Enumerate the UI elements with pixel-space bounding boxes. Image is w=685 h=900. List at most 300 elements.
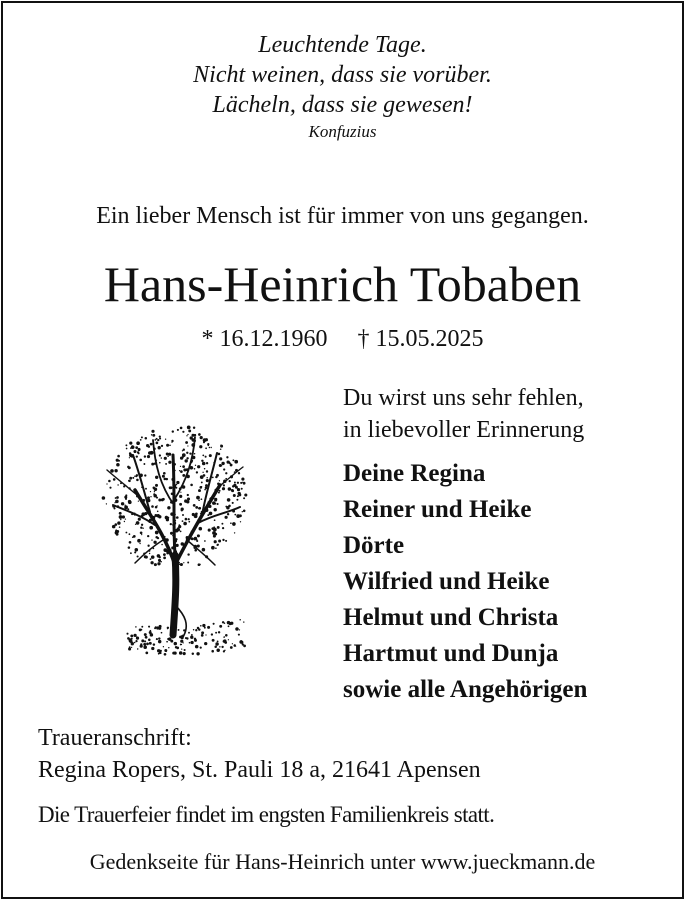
tree-leaf [182, 474, 185, 477]
tree-ground-speck [148, 626, 150, 628]
tree-leaf [196, 496, 200, 500]
tree-ground-speck [130, 634, 133, 637]
tree-leaf [131, 445, 135, 449]
mourners-list [343, 456, 587, 708]
tree-leaf [194, 468, 196, 470]
tree-leaf [135, 548, 139, 552]
quote-author: Konfuzius [308, 122, 377, 141]
tree-leaf [150, 561, 153, 564]
tree-leaf [129, 477, 132, 480]
tree-ground-speck [183, 642, 184, 643]
tree-leaf [169, 444, 171, 446]
tree-leaf [207, 443, 209, 445]
tree-leaf [164, 457, 167, 460]
tree-ground-speck [225, 634, 228, 637]
tree-leaf [213, 528, 217, 532]
tree-leaf [125, 494, 127, 496]
tree-leaf [154, 563, 157, 566]
tree-ground-speck [197, 627, 200, 630]
tree-leaf [188, 521, 190, 523]
tree-leaf [149, 553, 150, 554]
tree-leaf [228, 487, 232, 491]
tree-leaf [206, 462, 208, 464]
tree-leaf [202, 454, 204, 456]
tree-leaf [235, 486, 238, 489]
tree-ground-speck [151, 647, 154, 650]
tree-leaf [214, 519, 216, 521]
tree-leaf [183, 522, 187, 526]
tree-leaf [205, 456, 207, 458]
tree-leaf [204, 540, 206, 542]
tree-ground-speck [239, 619, 241, 621]
tree-ground-speck [129, 640, 132, 643]
tree-leaf [178, 525, 181, 528]
tree-ground-speck [168, 647, 169, 648]
tree-leaf [128, 500, 132, 504]
tree-leaf [198, 499, 200, 501]
quote-line: Leuchtende Tage. [258, 32, 427, 58]
mourner-name: Dörte [343, 532, 405, 559]
tree-leaf [155, 531, 159, 535]
tree-leaf [140, 527, 142, 529]
tree-leaf [198, 563, 201, 566]
tree-leaf [117, 484, 118, 485]
tree-leaf [240, 482, 242, 484]
tree-leaf [159, 437, 161, 439]
tree-ground-speck [150, 633, 153, 636]
death-date: † 15.05.2025 [357, 326, 484, 352]
tree-leaf [229, 480, 231, 482]
tree-ground-speck [221, 646, 223, 648]
tree-ground-speck [216, 649, 219, 652]
tree-leaf [182, 514, 184, 516]
tree-ground-speck [134, 642, 136, 644]
tree-leaf [151, 505, 154, 508]
tree-leaf [137, 539, 141, 543]
tree-leaf [201, 481, 203, 483]
tree-leaf [144, 474, 146, 476]
tree-leaf [197, 534, 200, 537]
tree-leaf [177, 429, 179, 431]
tree-leaf [231, 489, 233, 491]
tree-ground-speck [215, 632, 217, 634]
tree-leaf [199, 486, 202, 489]
tree-leaf [166, 478, 168, 480]
tree-leaf [199, 527, 203, 531]
tree-ground-speck [135, 626, 137, 628]
quote-line: Lächeln, dass sie gewesen! [212, 92, 473, 118]
ceremony-note: Die Trauerfeier findet im engsten Familienkreis statt. [38, 802, 495, 827]
tree-leaf [183, 468, 186, 471]
quote-block [0, 30, 685, 142]
tree-ground-speck [235, 627, 239, 631]
tree-leaf [171, 440, 173, 442]
tree-ground-speck [148, 639, 151, 642]
tree-leaf [108, 480, 111, 483]
tree-leaf [126, 448, 128, 450]
tree-ground-speck [192, 652, 194, 654]
tree-leaf [206, 470, 208, 472]
tree-leaf [232, 502, 234, 504]
tree-leaf [145, 437, 148, 440]
tree-leaf [243, 482, 246, 485]
tree-leaf [214, 540, 217, 543]
tree-ground-speck [142, 640, 143, 641]
farewell-line: in liebevoller Erinnerung [343, 417, 585, 443]
tree-leaf [187, 494, 189, 496]
tree-leaf [156, 442, 159, 445]
tree-leaf [213, 535, 216, 538]
tree-ground-speck [242, 643, 244, 645]
tree-leaf [133, 535, 136, 538]
tree-ground-speck [156, 638, 158, 640]
tree-leaf [163, 553, 166, 556]
tree-leaf [149, 526, 153, 530]
tree-leaf [137, 555, 139, 557]
tree-leaf [116, 496, 119, 499]
tree-leaf [238, 493, 241, 496]
tree-leaf [124, 521, 125, 522]
tree-leaf [225, 472, 227, 474]
quote-line: Nicht weinen, dass sie vorüber. [193, 62, 492, 88]
deceased-name: Hans-Heinrich Tobaben [103, 256, 582, 312]
tree-leaf [102, 496, 106, 500]
tree-ground-speck [164, 653, 167, 656]
tree-leaf [233, 494, 236, 497]
tree-leaf [127, 466, 129, 468]
tree-leaf [165, 516, 167, 518]
tree-leaf [181, 507, 184, 510]
tree-ground-speck [180, 644, 182, 646]
address-value: Regina Ropers, St. Pauli 18 a, 21641 Apensen [38, 757, 481, 783]
tree-ground-speck [133, 634, 136, 637]
tree-leaf [110, 469, 114, 473]
tree-ground-speck [186, 637, 188, 639]
tree-leaf [198, 489, 201, 492]
tree-ground-speck [228, 625, 230, 627]
tree-leaf [144, 455, 146, 457]
tree-ground-speck [171, 640, 172, 641]
tree-ground-speck [182, 635, 184, 637]
tree-leaf [195, 465, 196, 466]
tree-leaf [225, 540, 227, 542]
tree-ground-speck [200, 647, 202, 649]
tree-ground-speck [167, 627, 169, 629]
tree-leaf [183, 454, 185, 456]
tree-ground-speck [214, 646, 217, 649]
tree-leaf [191, 434, 194, 437]
tree-leaf [172, 430, 174, 432]
tree-leaf [228, 505, 231, 508]
tree-ground-speck [140, 645, 143, 648]
tree-leaf [186, 452, 188, 454]
tree-leaf [151, 463, 154, 466]
tree-leaf [147, 496, 150, 499]
tree-leaf [167, 456, 169, 458]
tree-ground-speck [204, 642, 207, 645]
tree-leaf [219, 480, 220, 481]
tree-ground-speck [158, 627, 161, 630]
tree-leaf [180, 531, 182, 533]
tree-leaf [114, 469, 117, 472]
tree-leaf [162, 475, 165, 478]
tree-leaf [182, 465, 185, 468]
tree-leaf [220, 448, 221, 449]
farewell-line: Du wirst uns sehr fehlen, [343, 385, 584, 411]
tree-ground-speck [129, 646, 131, 648]
tree-leaf [212, 501, 216, 505]
tree-leaf [132, 477, 134, 479]
tree-leaf [154, 491, 155, 492]
tree-leaf [205, 438, 208, 441]
tree-leaf [218, 540, 221, 543]
tree-ground-speck [175, 646, 178, 649]
tree-leaf [116, 533, 119, 536]
tree-leaf [136, 479, 139, 482]
tree-leaf [142, 527, 143, 528]
tree-leaf [150, 558, 152, 560]
tree-leaf [214, 508, 217, 511]
address-label: Traueranschrift: [38, 725, 192, 751]
tree-ground-speck [201, 631, 204, 634]
tree-leaf [147, 455, 150, 458]
tree-ground-speck [158, 640, 161, 643]
tree-leaf [150, 451, 154, 455]
tree-leaf [151, 555, 155, 559]
tree-leaf [237, 488, 240, 491]
tree-ground-speck [184, 649, 186, 651]
tree-leaf [145, 488, 147, 490]
tree-leaf [242, 511, 243, 512]
tree-ground-speck [195, 645, 199, 649]
tree-leaf [203, 474, 206, 477]
tree-leaf [197, 465, 200, 468]
tree-ground-speck [219, 625, 222, 628]
tree-ground-speck [183, 652, 186, 655]
tree-leaf [183, 562, 184, 563]
tree-leaf [198, 507, 201, 510]
tree-ground-speck [196, 652, 199, 655]
tree-ground-speck [215, 642, 218, 645]
tree-leaf [209, 512, 213, 516]
tree-leaf [129, 541, 132, 544]
tree-leaf [165, 439, 166, 440]
tree-leaf [190, 484, 193, 487]
tree-ground-speck [158, 637, 160, 639]
tree-leaf [179, 470, 180, 471]
tree-ground-speck [234, 644, 236, 646]
tree-leaf [221, 523, 223, 525]
tree-leaf [163, 557, 166, 560]
tree-leaf [129, 452, 131, 454]
tree-ground-speck [164, 649, 167, 652]
tree-leaf [241, 478, 244, 481]
tree-leaf [189, 452, 191, 454]
tree-leaf [185, 441, 188, 444]
tree-leaf [222, 527, 224, 529]
tree-ground-speck [194, 639, 197, 642]
tree-leaf [219, 464, 222, 467]
tree-ground-speck [200, 625, 202, 627]
tree-leaf [209, 447, 210, 448]
tree-leaf [197, 544, 200, 547]
tree-leaf [138, 500, 139, 501]
tree-leaf [195, 512, 198, 515]
tree-leaf [185, 459, 188, 462]
tree-leaf [176, 516, 179, 519]
tree-leaf [161, 457, 163, 459]
tree-icon [95, 415, 255, 665]
tree-leaf [210, 447, 211, 448]
tree-leaf [162, 498, 165, 501]
tree-leaf [138, 452, 140, 454]
tree-leaf [117, 521, 120, 524]
tree-leaf [180, 470, 183, 473]
tree-leaf [112, 525, 116, 529]
tree-ground-speck [232, 643, 233, 644]
tree-leaf [138, 449, 140, 451]
tree-leaf [158, 446, 161, 449]
mourner-name: sowie alle Angehörigen [343, 676, 588, 703]
tree-leaf [141, 436, 143, 438]
tree-ground-speck [229, 622, 232, 625]
tree-leaf [180, 456, 183, 459]
tree-ground-speck [180, 640, 183, 643]
tree-ground-speck [211, 633, 213, 635]
tree-ground-speck [146, 643, 149, 646]
tree-ground-speck [224, 636, 225, 637]
tree-ground-speck [191, 634, 193, 636]
tree-leaf [208, 529, 211, 532]
tree-leaf [155, 476, 158, 479]
tree-leaf [222, 487, 225, 490]
tree-leaf [106, 483, 107, 484]
memorial-page-link: Gedenkseite für Hans-Heinrich unter www.jueckmann.de [89, 849, 596, 874]
tree-leaf [114, 502, 115, 503]
tree-leaf [226, 456, 228, 458]
tree-leaf [125, 444, 127, 446]
tree-ground-speck [179, 653, 181, 655]
tree-leaf [202, 472, 203, 473]
tree-leaf [213, 532, 215, 534]
tree-leaf [176, 481, 179, 484]
tree-leaf [218, 492, 220, 494]
tree-leaf [211, 546, 215, 550]
tree-leaf [216, 544, 218, 546]
tree-ground-speck [143, 643, 146, 646]
tree-ground-speck [239, 629, 240, 630]
tree-ground-speck [144, 633, 147, 636]
tree-leaf [157, 537, 159, 539]
tree-leaf [186, 457, 188, 459]
tree-leaf [163, 472, 166, 475]
tree-leaf [194, 453, 195, 454]
tree-ground-speck [166, 641, 168, 643]
tree-leaf [220, 445, 223, 448]
life-dates [0, 324, 685, 354]
tree-leaf [194, 537, 198, 541]
tree-leaf [167, 506, 170, 509]
tree-ground-speck [211, 650, 214, 653]
farewell-text [343, 382, 584, 446]
tree-ground-speck [202, 624, 205, 627]
tree-leaf [150, 443, 153, 446]
tree-leaf [109, 487, 111, 489]
tree-leaf [217, 526, 220, 529]
tree-leaf [244, 493, 247, 496]
tree-leaf [204, 468, 205, 469]
tree-leaf [223, 484, 225, 486]
tree-ground-speck [137, 637, 139, 639]
tree-leaf [140, 531, 143, 534]
tree-leaf [234, 460, 238, 464]
tree-leaf [106, 503, 107, 504]
tree-leaf [186, 500, 189, 503]
tree-ground-speck [178, 629, 180, 631]
tree-ground-speck [141, 626, 143, 628]
tree-ground-speck [213, 623, 215, 625]
tree-leaf [180, 563, 183, 566]
tree-ground-speck [207, 626, 210, 629]
tree-leaf [141, 534, 142, 535]
tree-leaf [187, 445, 188, 446]
mourner-name: Reiner und Heike [343, 496, 532, 523]
tree-leaf [124, 505, 125, 506]
tree-leaf [158, 499, 161, 502]
tree-ground-speck [144, 640, 146, 642]
tree-leaf [119, 512, 122, 515]
tree-leaf [139, 459, 142, 462]
tree-ground-speck [155, 626, 157, 628]
tree-leaf [150, 491, 151, 492]
tree-ground-speck [159, 652, 161, 654]
tree-leaf [180, 466, 181, 467]
tree-leaf [115, 497, 117, 499]
tree-ground-speck [141, 639, 144, 642]
tree-leaf [194, 549, 197, 552]
tree-leaf [207, 477, 208, 478]
tree-leaf [151, 539, 152, 540]
tree-ground-speck [219, 646, 220, 647]
tree-leaf [188, 429, 191, 432]
tree-leaf [136, 475, 138, 477]
tree-ground-speck [135, 640, 137, 642]
tree-ground-speck [205, 634, 206, 635]
tree-leaf [170, 523, 172, 525]
tree-ground-speck [188, 632, 190, 634]
tree-leaf [150, 496, 151, 497]
tree-leaf [198, 433, 201, 436]
tree-leaf [145, 556, 148, 559]
tree-leaf [148, 445, 150, 447]
tree-leaf [125, 518, 126, 519]
tree-leaf [188, 518, 190, 520]
tree-leaf [234, 514, 236, 516]
tree-leaf [179, 503, 182, 506]
tree-leaf [227, 498, 231, 502]
tree-leaf [168, 453, 171, 456]
tree-leaf [128, 546, 131, 549]
tree-leaf [225, 506, 227, 508]
tree-leaf [161, 445, 163, 447]
tree-ground-speck [161, 632, 163, 634]
tree-leaf [179, 495, 182, 498]
tree-ground-speck [141, 629, 143, 631]
tree-leaf [116, 463, 120, 467]
tree-ground-speck [174, 642, 177, 645]
tree-leaf [159, 454, 161, 456]
tree-ground-speck [163, 646, 164, 647]
